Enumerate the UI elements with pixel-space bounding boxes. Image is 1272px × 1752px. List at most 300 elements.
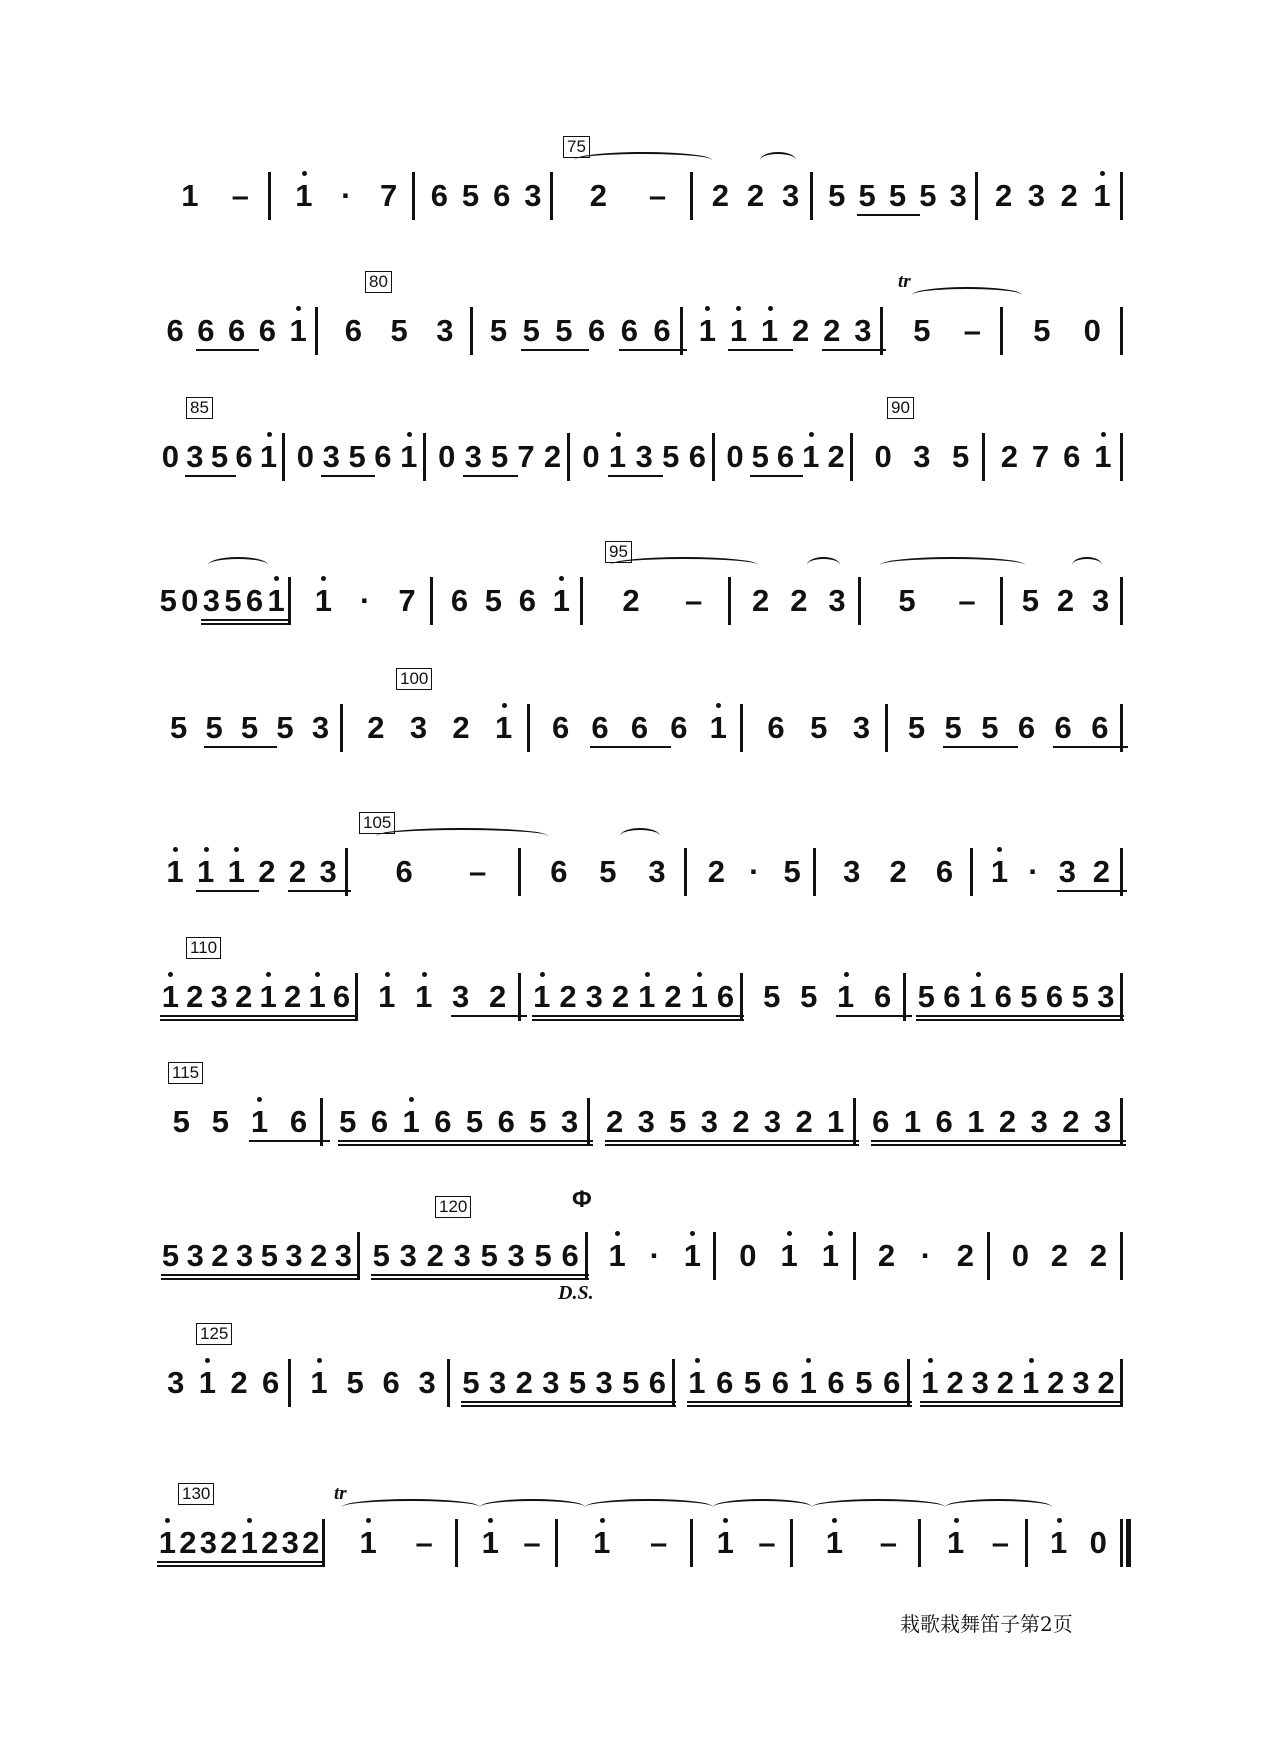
note: 1 xyxy=(378,979,396,1014)
note: 3 xyxy=(637,1104,655,1139)
note: 5 xyxy=(783,854,801,889)
underline xyxy=(259,1274,286,1276)
note: 2 xyxy=(515,1365,533,1400)
note: 2 xyxy=(790,583,808,618)
high-octave-dot xyxy=(321,576,326,581)
note: 5 xyxy=(491,439,509,474)
underline xyxy=(369,1144,403,1146)
note: 2 xyxy=(752,583,770,618)
note: 5 xyxy=(662,439,680,474)
note: 1 xyxy=(267,583,285,618)
note: 6 xyxy=(874,979,892,1014)
note: 6 xyxy=(1063,439,1081,474)
high-octave-dot xyxy=(409,1097,414,1102)
trill-mark: tr xyxy=(334,1483,347,1504)
high-octave-dot xyxy=(1029,1358,1034,1363)
underline xyxy=(1019,1015,1047,1017)
note: 3 xyxy=(311,710,330,745)
underline xyxy=(699,1144,733,1146)
note: 1 xyxy=(250,1104,269,1139)
slur xyxy=(342,1499,480,1515)
note: 2 xyxy=(235,979,253,1014)
barline xyxy=(975,172,978,220)
barline xyxy=(853,1098,856,1146)
underline xyxy=(968,1019,996,1021)
underline xyxy=(284,1278,311,1280)
barline xyxy=(810,172,813,220)
underline xyxy=(289,1140,330,1142)
slur xyxy=(912,287,1022,303)
note: 5 xyxy=(529,1104,547,1139)
underline xyxy=(687,1401,717,1403)
note: 6 xyxy=(450,583,469,618)
note: 5 xyxy=(981,710,999,745)
rehearsal-mark: 105 xyxy=(359,812,395,834)
high-octave-dot xyxy=(302,171,307,176)
barline xyxy=(527,704,530,752)
underline xyxy=(532,1015,560,1017)
underline xyxy=(798,1401,828,1403)
barline xyxy=(713,1232,716,1280)
note: 3 xyxy=(507,1238,525,1273)
note: 1 xyxy=(638,979,656,1014)
barline xyxy=(550,172,553,220)
barline xyxy=(518,973,521,1021)
underline xyxy=(541,1405,570,1407)
barline xyxy=(268,172,271,220)
underline xyxy=(521,349,556,351)
underline xyxy=(998,1140,1032,1142)
note: 5 xyxy=(568,1365,587,1400)
underline xyxy=(594,1401,623,1403)
dash: – xyxy=(991,1525,1009,1560)
dash: – xyxy=(650,1525,668,1560)
note: 3 xyxy=(167,1365,185,1400)
note: 3 xyxy=(1097,979,1115,1014)
note: 3 xyxy=(1092,583,1110,618)
note: 2 xyxy=(889,854,907,889)
note: 7 xyxy=(517,439,535,474)
note: 3 xyxy=(464,439,482,474)
underline xyxy=(488,1405,517,1407)
barline xyxy=(423,433,426,481)
coda-sign: Φ xyxy=(572,1186,592,1213)
note: 1 xyxy=(688,1365,706,1400)
barline xyxy=(1120,307,1123,355)
barline xyxy=(455,1519,458,1567)
note: 3 xyxy=(436,313,454,348)
note: 1 xyxy=(802,439,820,474)
underline xyxy=(185,1274,212,1276)
underline xyxy=(621,1401,650,1403)
underline xyxy=(668,1144,702,1146)
note: 5 xyxy=(743,1365,762,1400)
underline xyxy=(161,1278,188,1280)
note: 5 xyxy=(555,313,573,348)
note: 5 xyxy=(480,1238,498,1273)
underline xyxy=(634,475,663,477)
high-octave-dot xyxy=(559,576,564,581)
note: 2 xyxy=(452,710,470,745)
note: 2 xyxy=(823,313,841,348)
high-octave-dot xyxy=(695,1358,700,1363)
note: 2 xyxy=(1089,1238,1108,1273)
note: 3 xyxy=(852,710,871,745)
underline xyxy=(514,1401,543,1403)
underline xyxy=(1071,1405,1098,1407)
underline xyxy=(770,1401,800,1403)
note: 5 xyxy=(751,439,769,474)
underline xyxy=(934,1144,968,1146)
underline xyxy=(731,1144,765,1146)
underline xyxy=(283,1019,309,1021)
note: 1 xyxy=(1050,1525,1068,1560)
final-barline xyxy=(1126,1519,1131,1567)
barline xyxy=(740,704,743,752)
note: 2 xyxy=(302,1525,320,1560)
high-octave-dot xyxy=(204,847,209,852)
barline xyxy=(320,1098,323,1146)
underline xyxy=(398,1278,427,1280)
note: 1 xyxy=(533,979,551,1014)
underline xyxy=(239,1561,261,1563)
note: 6 xyxy=(561,1238,579,1273)
underline xyxy=(234,1015,260,1017)
note: 5 xyxy=(169,710,188,745)
underline xyxy=(1019,1019,1047,1021)
high-octave-dot xyxy=(787,1231,792,1236)
barline xyxy=(355,973,358,1021)
note: 3 xyxy=(322,439,340,474)
note: 6 xyxy=(827,1365,845,1400)
note: 5 xyxy=(346,1365,364,1400)
note: 3 xyxy=(949,178,967,213)
underline xyxy=(1045,1015,1073,1017)
underline xyxy=(185,475,212,477)
underline xyxy=(209,1019,235,1021)
underline xyxy=(1070,1019,1098,1021)
note: 1 xyxy=(198,1365,216,1400)
note: 6 xyxy=(370,1104,389,1139)
note: 2 xyxy=(664,979,682,1014)
note: 2 xyxy=(261,1525,279,1560)
note: 2 xyxy=(1097,1365,1115,1400)
underline xyxy=(637,1015,665,1017)
note: 6 xyxy=(994,979,1012,1014)
underline xyxy=(157,1565,179,1567)
note: 6 xyxy=(551,710,570,745)
underline xyxy=(258,1019,284,1021)
underline xyxy=(280,1565,302,1567)
underline xyxy=(728,349,761,351)
underline xyxy=(605,1140,639,1142)
high-octave-dot xyxy=(832,1518,837,1523)
note: 6 xyxy=(587,313,606,348)
rehearsal-mark: 115 xyxy=(168,1062,203,1084)
note: 6 xyxy=(550,854,568,889)
dash: – xyxy=(958,583,976,618)
note: 5 xyxy=(888,178,907,213)
note: 3 xyxy=(763,1104,782,1139)
note: 6 xyxy=(648,1365,666,1400)
slur xyxy=(574,152,712,168)
note: 1 xyxy=(780,1238,798,1273)
underline xyxy=(309,1278,336,1280)
barline xyxy=(1000,307,1003,355)
barline xyxy=(970,848,973,896)
dash: – xyxy=(879,1525,897,1560)
note: 3 xyxy=(560,1104,579,1139)
underline xyxy=(610,1015,638,1017)
note: 2 xyxy=(367,710,385,745)
barline xyxy=(1120,848,1123,896)
high-octave-dot xyxy=(257,1097,262,1102)
note: 2 xyxy=(220,1525,238,1560)
underline xyxy=(966,1140,1000,1142)
underline xyxy=(854,1405,884,1407)
dash: – xyxy=(468,854,487,889)
note: 0 xyxy=(438,439,456,474)
slur xyxy=(807,557,840,573)
barline xyxy=(690,172,693,220)
note: 1 xyxy=(593,1525,611,1560)
underline xyxy=(980,746,1019,748)
note: 5 xyxy=(855,1365,873,1400)
rehearsal-mark: 75 xyxy=(563,136,590,158)
underline xyxy=(794,1144,828,1146)
note: 1 xyxy=(968,979,987,1014)
note: 6 xyxy=(374,439,392,474)
underline xyxy=(463,475,491,477)
note: 2 xyxy=(179,1525,197,1560)
barline xyxy=(340,704,343,752)
note: 7 xyxy=(398,583,416,618)
note: 0 xyxy=(296,439,314,474)
high-octave-dot xyxy=(385,972,390,977)
note: 5 xyxy=(390,313,408,348)
underline xyxy=(558,1019,586,1021)
note: 6 xyxy=(235,439,253,474)
underline xyxy=(533,1274,562,1276)
underline xyxy=(461,1405,490,1407)
note: 1 xyxy=(158,1525,176,1560)
underline xyxy=(970,1401,997,1403)
barline xyxy=(982,433,985,481)
underline xyxy=(425,1274,454,1276)
barline xyxy=(813,848,816,896)
note: 6 xyxy=(1045,979,1064,1014)
barline xyxy=(853,1232,856,1280)
underline xyxy=(452,1274,481,1276)
dash: – xyxy=(523,1525,541,1560)
underline xyxy=(699,1140,733,1142)
note: 2 xyxy=(998,1104,1017,1139)
slur xyxy=(880,557,1025,573)
note: 5 xyxy=(944,710,962,745)
underline xyxy=(160,1015,186,1017)
underline xyxy=(605,1144,639,1146)
high-octave-dot xyxy=(697,972,702,977)
underline xyxy=(794,1140,828,1142)
note: 1 xyxy=(314,583,332,618)
high-octave-dot xyxy=(616,432,621,437)
underline xyxy=(465,1144,499,1146)
high-octave-dot xyxy=(366,1518,371,1523)
note: 5 xyxy=(599,854,617,889)
barline xyxy=(567,433,570,481)
underline xyxy=(514,1405,543,1407)
high-octave-dot xyxy=(954,1518,959,1523)
underline xyxy=(160,1019,186,1021)
note: 2 xyxy=(1056,583,1075,618)
underline xyxy=(198,1565,220,1567)
note: 3 xyxy=(635,439,653,474)
high-octave-dot xyxy=(247,1518,252,1523)
underline xyxy=(239,1565,261,1567)
high-octave-dot xyxy=(716,703,721,708)
underline xyxy=(309,1274,336,1276)
note: 5 xyxy=(763,979,781,1014)
note: 1 xyxy=(161,979,179,1014)
note: 3 xyxy=(409,710,428,745)
underline xyxy=(260,1561,282,1563)
rehearsal-mark: 90 xyxy=(887,397,914,419)
note: 5 xyxy=(339,1104,357,1139)
note: 1 xyxy=(709,710,727,745)
note: 0 xyxy=(181,583,199,618)
note: 3 xyxy=(1030,1104,1048,1139)
slur xyxy=(620,828,660,844)
underline xyxy=(496,1144,530,1146)
underline xyxy=(942,1015,970,1017)
note: 0 xyxy=(582,439,600,474)
barline xyxy=(987,1232,990,1280)
barline xyxy=(315,307,318,355)
note: 1 xyxy=(1094,439,1112,474)
note: 5 xyxy=(372,1238,390,1273)
note: 1 xyxy=(259,439,278,474)
high-octave-dot xyxy=(928,1358,933,1363)
underline xyxy=(226,890,259,892)
underline xyxy=(916,1019,944,1021)
underline xyxy=(266,623,290,625)
underline xyxy=(1021,1401,1048,1403)
ds-mark: D.S. xyxy=(558,1282,594,1304)
dash: – xyxy=(758,1525,776,1560)
note: 2 xyxy=(792,313,810,348)
high-octave-dot xyxy=(997,847,1002,852)
underline xyxy=(920,1405,947,1407)
note: 1 xyxy=(683,1238,701,1273)
underline xyxy=(185,1019,211,1021)
underline xyxy=(479,1278,508,1280)
barline xyxy=(907,1359,910,1407)
high-octave-dot xyxy=(690,1231,695,1236)
high-octave-dot xyxy=(266,972,271,977)
note: 5 xyxy=(172,1104,190,1139)
note: 3 xyxy=(199,1525,217,1560)
slur xyxy=(760,152,796,168)
underline xyxy=(590,746,631,748)
underline xyxy=(1053,746,1092,748)
augmentation-dot: · xyxy=(1028,854,1039,889)
barline xyxy=(885,704,888,752)
underline xyxy=(558,1015,586,1017)
note: 6 xyxy=(935,1104,953,1139)
note: 1 xyxy=(990,854,1009,889)
underline xyxy=(401,1144,435,1146)
note: 2 xyxy=(1060,178,1078,213)
note: 5 xyxy=(462,1365,480,1400)
underline xyxy=(201,619,225,621)
note: 5 xyxy=(800,979,818,1014)
underline xyxy=(425,1278,454,1280)
barline xyxy=(672,1359,675,1407)
note: 5 xyxy=(1033,313,1051,348)
note: 1 xyxy=(690,979,708,1014)
barline xyxy=(684,848,687,896)
high-octave-dot xyxy=(407,432,412,437)
rehearsal-mark: 125 xyxy=(196,1323,232,1345)
note: 2 xyxy=(707,854,726,889)
page-footer: 栽歌栽舞笛子第2页 xyxy=(900,1612,1073,1636)
note: 1 xyxy=(240,1525,258,1560)
note: 6 xyxy=(767,710,785,745)
note: 6 xyxy=(653,313,671,348)
underline xyxy=(490,475,518,477)
dash: – xyxy=(415,1525,433,1560)
barline xyxy=(345,848,348,896)
rehearsal-mark: 120 xyxy=(435,1196,471,1218)
underline xyxy=(398,1274,427,1276)
barline xyxy=(470,307,473,355)
note: 1 xyxy=(400,439,418,474)
barline xyxy=(1120,1232,1123,1280)
slur xyxy=(376,828,548,844)
barline xyxy=(903,973,906,1021)
note: 5 xyxy=(348,439,366,474)
underline xyxy=(663,1019,691,1021)
note: 3 xyxy=(971,1365,989,1400)
note: 3 xyxy=(1027,178,1045,213)
barline xyxy=(288,577,291,625)
slur xyxy=(480,1499,585,1515)
underline xyxy=(902,1144,936,1146)
slur xyxy=(812,1499,945,1515)
note: 1 xyxy=(903,1104,922,1139)
note: 1 xyxy=(716,1525,734,1560)
note: 6 xyxy=(518,583,536,618)
note: 3 xyxy=(285,1238,303,1273)
note: 5 xyxy=(622,1365,640,1400)
note: 2 xyxy=(559,979,577,1014)
high-octave-dot xyxy=(844,972,849,977)
note: 6 xyxy=(434,1104,452,1139)
note: 2 xyxy=(877,1238,896,1273)
note: 2 xyxy=(746,178,765,213)
underline xyxy=(1029,1140,1063,1142)
underline xyxy=(594,1405,623,1407)
note: 3 xyxy=(202,583,220,618)
note: 6 xyxy=(245,583,264,618)
note: 3 xyxy=(319,854,337,889)
underline xyxy=(1046,1401,1073,1403)
barline xyxy=(518,848,521,896)
underline xyxy=(433,1144,467,1146)
barline xyxy=(918,1519,921,1567)
underline xyxy=(506,1278,535,1280)
note: 1 xyxy=(1093,178,1111,213)
